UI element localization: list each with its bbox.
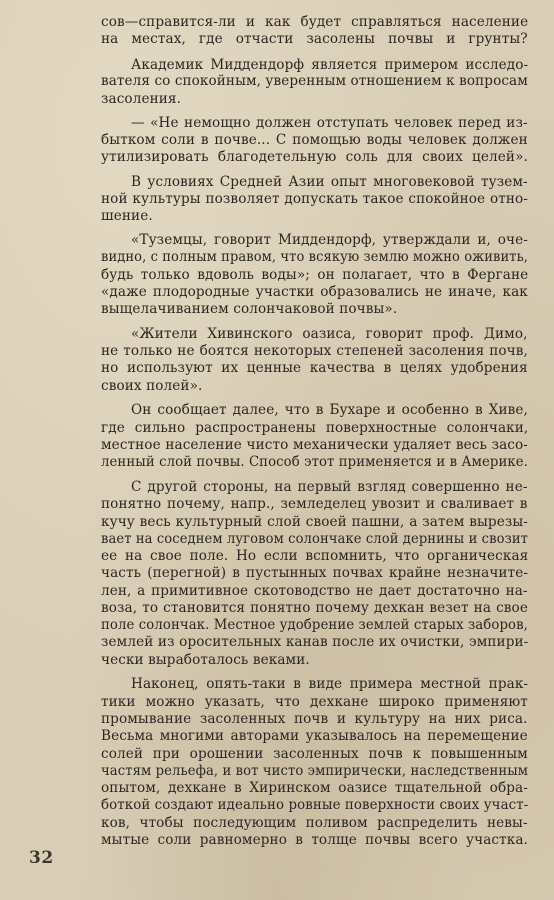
text-line: «Туземцы, говорит Миддендорф, утверждали и, оче- (131, 232, 528, 248)
text-line: чески выработалось веками. (101, 652, 310, 668)
text-line: ной культуры позволяет допускать такое спокойное отно- (101, 191, 528, 207)
text-line: местное население чисто механически удаляет весь засо- (101, 437, 529, 453)
text-line: где сильно распространены поверхностные солончаки, (101, 420, 529, 436)
text-line: понятно почему, напр., земледелец увозит и сваливает в (101, 496, 528, 512)
text-line: мытые соли равномерно в толще почвы всего участка. (101, 832, 528, 848)
text-line: будь только вдоволь воды»; он полагает, что в Фергане (101, 267, 529, 283)
text-line: промывание засоленных почв и культуру на них риса. (101, 711, 528, 727)
text-line: воза, то становится понятно почему дехкан везет на свое (101, 600, 528, 616)
text-line: бытком соли в почве... С помощью воды человек должен (101, 132, 528, 148)
text-line: вателя со спокойным, уверенным отношением к вопросам (101, 73, 528, 89)
text-line: лен, а примитивное скотоводство не дает достаточно на- (101, 583, 528, 599)
text-line: «Жители Хивинского оазиса, говорит проф. Димо, (131, 326, 528, 342)
text-line: ленный слой почвы. Способ этот применяется и в Америке. (101, 454, 528, 470)
text-line: «даже плодородные участки образовались не иначе, как (101, 284, 528, 300)
text-line: Наконец, опять-таки в виде примера местной прак- (131, 676, 529, 692)
text-line: шение. (101, 208, 153, 224)
text-line: опытом, дехкане в Хиринском оазисе тщательной обра- (101, 780, 528, 796)
text-line: Весьма многими авторами указывалось на перемещение (101, 728, 528, 744)
text-line: Он сообщает далее, что в Бухаре и особенно в Хиве, (131, 402, 528, 418)
text-line: утилизировать благодетельную соль для своих целей». (101, 149, 528, 165)
text-line: не только не боятся некоторых степеней засоления почв, (101, 343, 528, 359)
text-line: боткой создают идеально ровные поверхности своих участ- (101, 797, 529, 813)
text-line: поле солончак. Местное удобрение землей старых заборов, (101, 617, 528, 633)
text-line: ее на свое поле. Но если вспомнить, что органическая (101, 548, 529, 564)
text-line: В условиях Средней Азии опыт многовековой тузем- (131, 174, 528, 190)
text-line: кучу весь культурный слой своей пашни, а затем вырезы- (101, 514, 528, 530)
text-line: вает на соседнем луговом солончаке слой дернины и свозит (101, 531, 528, 547)
text-line: Академик Миддендорф является примером исследо- (131, 57, 529, 73)
text-line: видно, с полным правом, что всякую землю можно оживить, (101, 249, 529, 265)
text-line: землей из оросительных канав после их очистки, эмпири- (101, 634, 529, 650)
text-line: своих полей». (101, 378, 203, 394)
text-line: выщелачиванием солончаковой почвы». (101, 301, 398, 317)
page-number: 32 (29, 848, 54, 868)
text-line: ков, чтобы последующим поливом распределить невы- (101, 815, 528, 831)
text-line: на местах, где отчасти засолены почвы и грунты? (101, 31, 528, 47)
text-line: но используют их ценные качества в целях удобрения (101, 360, 528, 376)
text-line: С другой стороны, на первый взгляд совершенно не- (131, 479, 528, 495)
text-line: часть (перегной) в пустынных почвах крайне незначите- (101, 565, 529, 581)
text-line: тики можно указать, что дехкане широко применяют (101, 694, 528, 710)
text-line: сов—справится-ли и как будет справляться население (101, 14, 529, 30)
text-line: — «Не немощно должен отступать человек перед из- (131, 115, 528, 131)
text-line: солей при орошении засоленных почв к повышенным (101, 746, 528, 762)
text-line: частям рельефа, и вот чисто эмпирически, наследственным (101, 763, 529, 779)
text-line: засоления. (101, 91, 182, 107)
